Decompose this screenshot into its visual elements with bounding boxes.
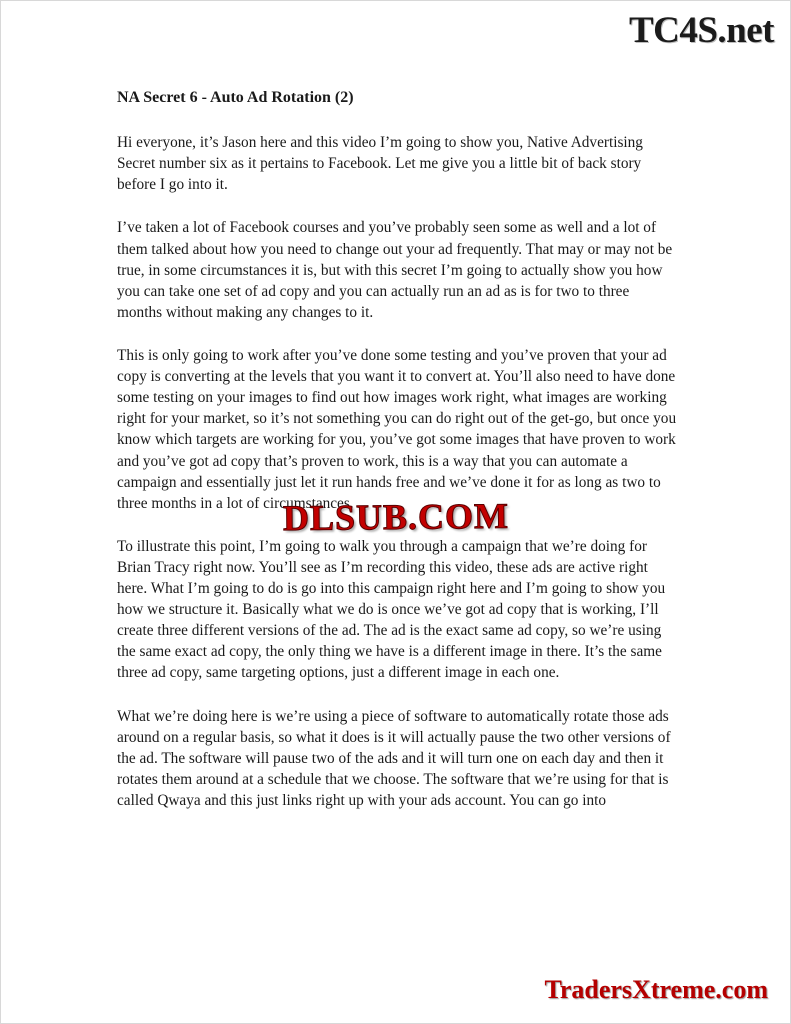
paragraph: To illustrate this point, I’m going to walk you through a campaign that we’re doing for Brian Tracy right now. You’ll see as I’m recording this video, these ads are active right here. What I’m going to do is go into this campaign right here and I’m going to show you how we structure it. Basically what we do is once we’ve got ad copy that is working, I’ll create three different versions of the ad. The ad is the exact same ad copy, so we’re using the same exact ad copy, the only thing we have is a different image in there. It’s the same three ad copy, same targeting options, just a different image in each one. xyxy=(117,537,666,682)
paragraph: Hi everyone, it’s Jason here and this video I’m going to show you, Native Advertising Secret number six as it pertains to Facebook. Let me give you a little bit of back story before I go into it. xyxy=(117,134,643,194)
watermark-bottom-right: TradersXtreme.com xyxy=(544,975,768,1004)
paragraph: This is only going to work after you’ve done some testing and you’ve proven that your ad copy is converting at the levels that you want it to convert at. You’ll also need to have done some testing on your images to find out how images work right, what images are working right for your market, so it’s not something you can do right out of the get-go, but once you know which targets are working for you, you’ve got some images that have proven to work and you’ve got ad copy that’s proven to work, this is a way that you can automate a campaign and essentially just let it run hands free and we’ve done it for as long as two to three months in a lot of circumstances. xyxy=(117,346,677,512)
document-text-body xyxy=(117,87,677,811)
watermark-top-right: TC4S.net xyxy=(628,10,774,51)
page-title: NA Secret 6 - Auto Ad Rotation (2) xyxy=(117,89,354,106)
watermark-center: DLSUB.COM xyxy=(282,495,509,539)
paragraph: I’ve taken a lot of Facebook courses and you’ve probably seen some as well and a lot of them talked about how you need to change out your ad frequently. That may or may not be true, in some circumstances it is, but with this secret I’m going to actually show you how you can take one set of ad copy and you can actually run an ad as is for two to three months without making any changes to it. xyxy=(117,219,673,321)
paragraph: What we’re doing here is we’re using a piece of software to automatically rotate those ads around on a regular basis, so what it does is it will actually pause the two other versions of the ad. The software will pause two of the ads and it will turn one on each day and then it rotates them around at a schedule that we choose. The software that we’re using for that is called Qwaya and this just links right up with your ads account. You can go into xyxy=(117,707,671,810)
